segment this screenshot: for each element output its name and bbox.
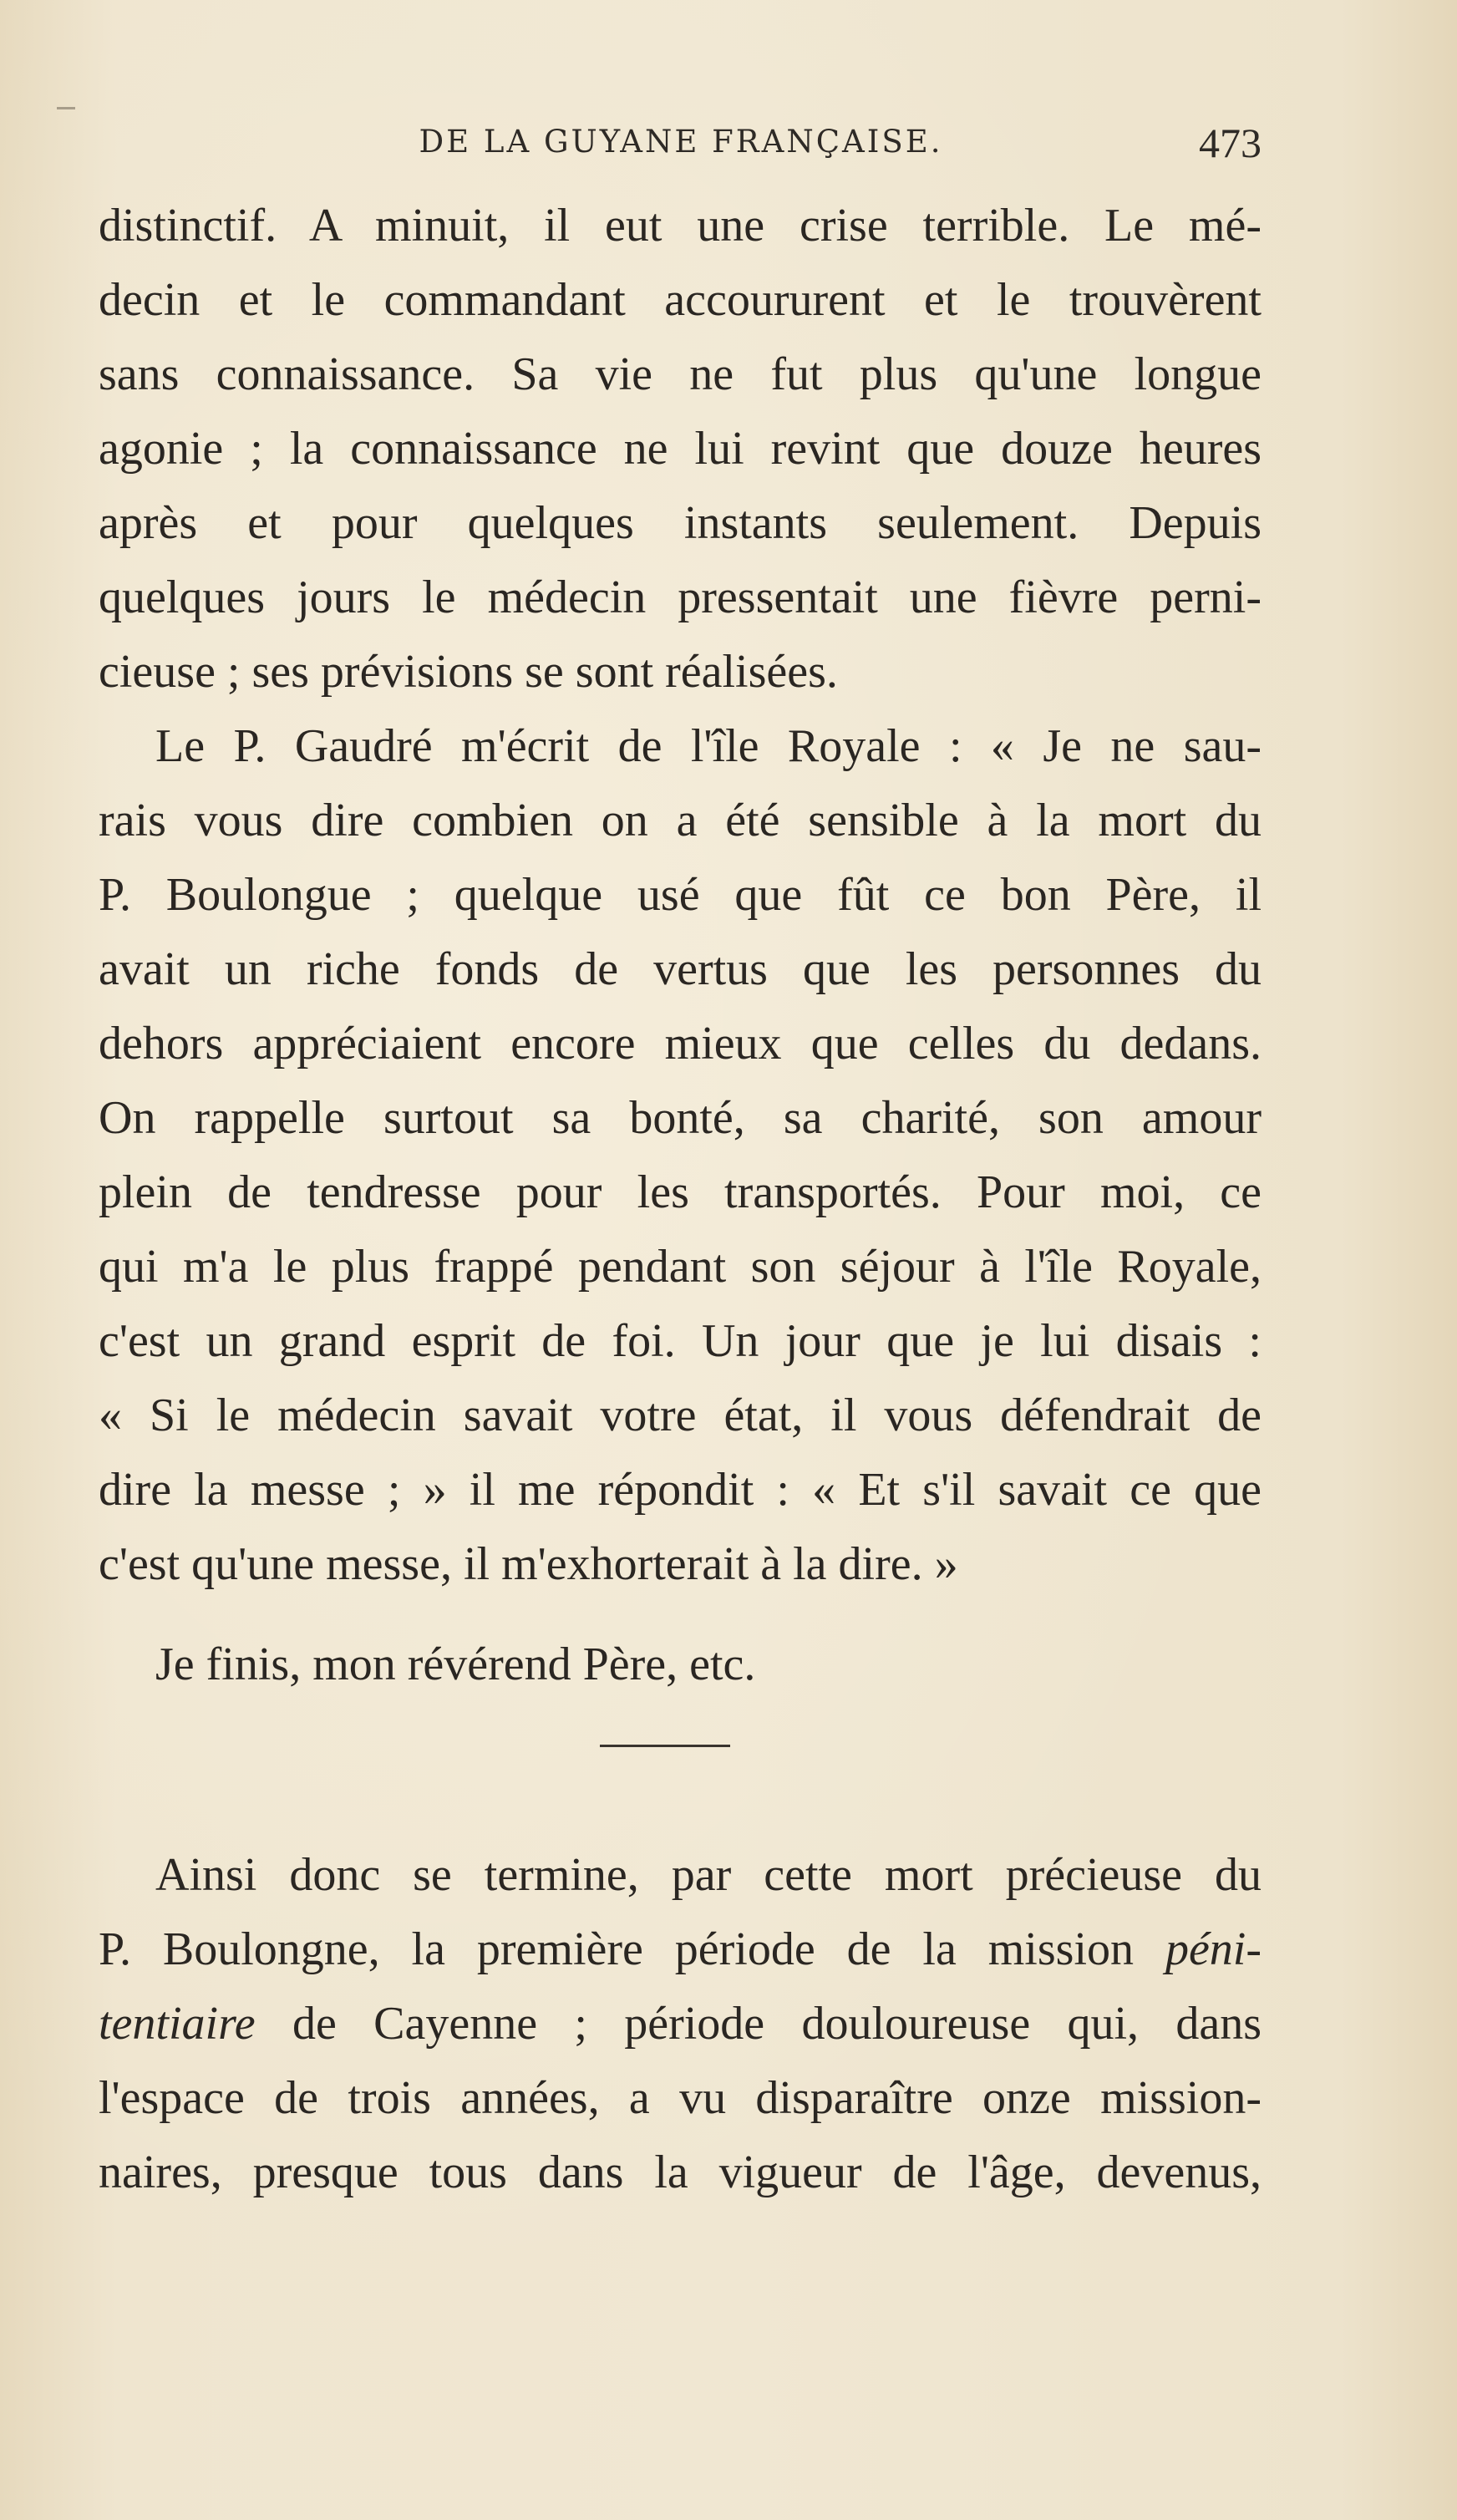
text-line: On rappelle surtout sa bonté, sa charité, son amour	[99, 1092, 1262, 1144]
text-line: P. Boulongue ; quelque usé que fût ce bon Père, il	[99, 869, 1262, 921]
running-title: DE LA GUYANE FRANÇAISE.	[419, 124, 943, 160]
text-line: l'espace de trois années, a vu disparaître onze mission-	[99, 2072, 1262, 2124]
text-line: distinctif. A minuit, il eut une crise terrible. Le mé-	[99, 200, 1262, 251]
text-line: sans connaissance. Sa vie ne fut plus qu'une longue	[99, 348, 1262, 400]
closing-line: Je finis, mon révérend Père, etc.	[155, 1639, 756, 1690]
text-line: qui m'a le plus frappé pendant son séjour à l'île Royale,	[99, 1241, 1262, 1293]
text-line	[99, 1987, 1262, 2061]
text-line: Le P. Gaudré m'écrit de l'île Royale : « Je ne sau-	[155, 720, 1262, 772]
text-line: naires, presque tous dans la vigueur de l'âge, devenus,	[99, 2147, 1262, 2198]
text-line: dehors appréciaient encore mieux que celles du dedans.	[99, 1018, 1262, 1069]
text-line: plein de tendresse pour les transportés. Pour moi, ce	[99, 1166, 1262, 1218]
text-line: c'est qu'une messe, il m'exhorterait à la dire. »	[99, 1538, 958, 1590]
text-line: Ainsi donc se termine, par cette mort précieuse du	[155, 1849, 1262, 1901]
text-line: cieuse ; ses prévisions se sont réalisées.	[99, 646, 838, 698]
section-separator	[600, 1745, 730, 1747]
text-block-main	[99, 189, 1262, 1602]
text-line: après et pour quelques instants seulement. Depuis	[99, 497, 1262, 549]
text-line	[99, 1913, 1262, 1987]
italic-text: péni-	[1165, 1923, 1262, 1975]
text-line: agonie ; la connaissance ne lui revint que douze heures	[99, 423, 1262, 475]
text-line: c'est un grand esprit de foi. Un jour que je lui disais :	[99, 1315, 1262, 1367]
text-line: decin et le commandant accoururent et le trouvèrent	[99, 274, 1262, 326]
text-line: avait un riche fonds de vertus que les personnes du	[99, 943, 1262, 995]
italic-text: tentiaire	[99, 1998, 256, 2050]
text-line: quelques jours le médecin pressentait une fièvre perni-	[99, 572, 1262, 623]
page-blemish	[57, 107, 75, 109]
text-line: rais vous dire combien on a été sensible à la mort du	[99, 795, 1262, 846]
running-head	[100, 119, 1262, 169]
page-number: 473	[1199, 119, 1262, 166]
text-run: P. Boulongne, la première période de la mission	[99, 1923, 1165, 1975]
text-block-section	[99, 1838, 1262, 2210]
closing-line-block	[99, 1628, 1262, 1702]
text-line: « Si le médecin savait votre état, il vous défendrait de	[99, 1390, 1262, 1441]
text-run: de Cayenne ; période douloureuse qui, dans	[255, 1998, 1262, 2050]
text-line: dire la messe ; » il me répondit : « Et s'il savait ce que	[99, 1464, 1262, 1516]
